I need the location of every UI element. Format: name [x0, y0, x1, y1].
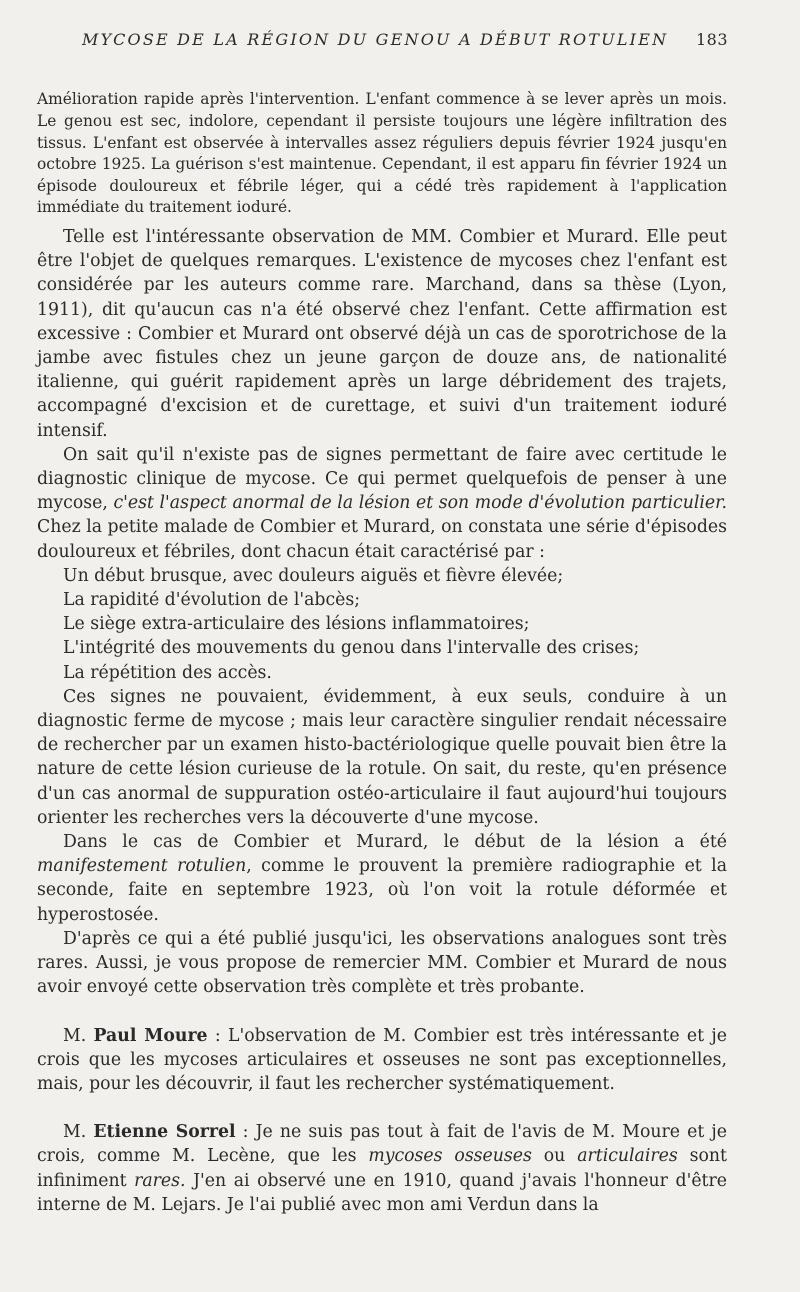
list-item: La répétition des accès.	[63, 662, 272, 683]
speaker-name: Etienne Sorrel	[93, 1122, 236, 1143]
discussion-moure	[37, 1024, 727, 1097]
italic-phrase: manifestement rotulien	[37, 856, 247, 877]
paragraph-2	[37, 443, 727, 564]
italic-phrase: articulaires	[577, 1146, 678, 1167]
paragraph-3: Ces signes ne pouvaient, évidemment, à eux seuls, conduire à un diagnostic ferme de mycose ; mais leur caractère singulier rendait nécessaire de rechercher par un examen histo-bactériologique quelle pouvait bien être la nature de cette lésion curieuse de la rotule. On sait, du reste, qu'en présence d'un cas anormal de suppuration ostéo-articulaire il faut aujourd'hui toujours orienter les recherches vers la découverte d'une mycose.	[37, 686, 727, 828]
speaker-title: M.	[63, 1122, 87, 1143]
italic-phrase: c'est l'aspect anormal de la lésion et son mode d'évolution particulier.	[113, 493, 727, 514]
running-header	[82, 30, 728, 49]
speaker-name: Paul Moure	[93, 1025, 208, 1046]
text-run: On sait qu'il n'existe pas de signes permettant de faire avec certitude le diagnostic clinique de mycose. Ce qui permet quelquefois de penser à une mycose,	[37, 444, 727, 514]
discussion-sorrel	[37, 1120, 727, 1217]
observation-paragraph: Amélioration rapide après l'intervention. L'enfant commence à se lever après un mois. Le genou est sec, indolore, cependant il persiste toujours une légère infiltration des tissus. L'enfant est observée à intervalles assez réguliers depuis février 1924 jusqu'en octobre 1925. La guérison s'est maintenue. Cependant, il est apparu fin février 1924 un épisode douloureux et fébrile léger, qui a cédé très rapidement à l'application immédiate du traitement ioduré.	[37, 90, 727, 217]
speaker-title: M.	[63, 1025, 87, 1046]
speaker-text: : L'observation de M. Combier est très intéressante et je crois que les mycoses articulaires et osseuses ne sont pas exceptionnelles, mais, pour les découvrir, il faut les rechercher systématiquement.	[37, 1025, 728, 1094]
list-item: Un début brusque, avec douleurs aiguës et fièvre élevée;	[63, 565, 564, 586]
text-run: Chez la petite malade de Combier et Murard, on constata une série d'épisodes douloureux et fébriles, dont chacun était caractérisé par :	[37, 517, 727, 562]
running-title: MYCOSE DE LA RÉGION DU GENOU A DÉBUT ROTULIEN	[82, 30, 669, 49]
paragraph-4	[37, 830, 727, 927]
list-item: La rapidité d'évolution de l'abcès;	[63, 590, 361, 611]
paragraph-5: D'après ce qui a été publié jusqu'ici, les observations analogues sont très rares. Aussi, je vous propose de remercier MM. Combier et Murard de nous avoir envoyé cette observation très complète et très probante.	[37, 928, 727, 998]
paragraph-1: Telle est l'intéressante observation de MM. Combier et Murard. Elle peut être l'objet de quelques remarques. L'existence de mycoses chez l'enfant est considérée par les auteurs comme rare. Marchand, dans sa thèse (Lyon, 1911), dit qu'aucun cas n'a été observé chez l'enfant. Cette affirmation est excessive : Combier et Murard ont observé déjà un cas de sporotrichose de la jambe avec fistules chez un jeune garçon de douze ans, de nationalité italienne, qui guérit rapidement après un large débridement des trajets, accompagné d'excision et de curettage, et suivi d'un traitement ioduré intensif.	[37, 227, 727, 441]
commentary-body	[37, 225, 727, 1217]
text-run: , comme le prouvent la première radiographie et la seconde, faite en septembre 1923, où l'on voit la rotule déformée et hyperostosée.	[37, 856, 727, 925]
list-item: L'intégrité des mouvements du genou dans l'intervalle des crises;	[63, 638, 640, 659]
italic-phrase: rares.	[134, 1170, 186, 1191]
speaker-text: J'en ai observé une en 1910, quand j'avais l'honneur d'être interne de M. Lejars. Je l'ai publié avec mon ami Verdun dans la	[37, 1170, 727, 1215]
list-item: Le siège extra-articulaire des lésions inflammatoires;	[63, 614, 530, 635]
page-number: 183	[695, 30, 728, 49]
italic-phrase: mycoses osseuses	[368, 1146, 532, 1167]
text-run: Dans le cas de Combier et Murard, le début de la lésion a été	[63, 832, 727, 853]
speaker-text: ou	[531, 1146, 578, 1167]
speaker-text: : Je ne suis pas tout à fait de l'avis de M. Moure et je crois, comme M. Lecène, que les	[37, 1122, 727, 1167]
speaker-text: sont infiniment	[37, 1146, 727, 1191]
